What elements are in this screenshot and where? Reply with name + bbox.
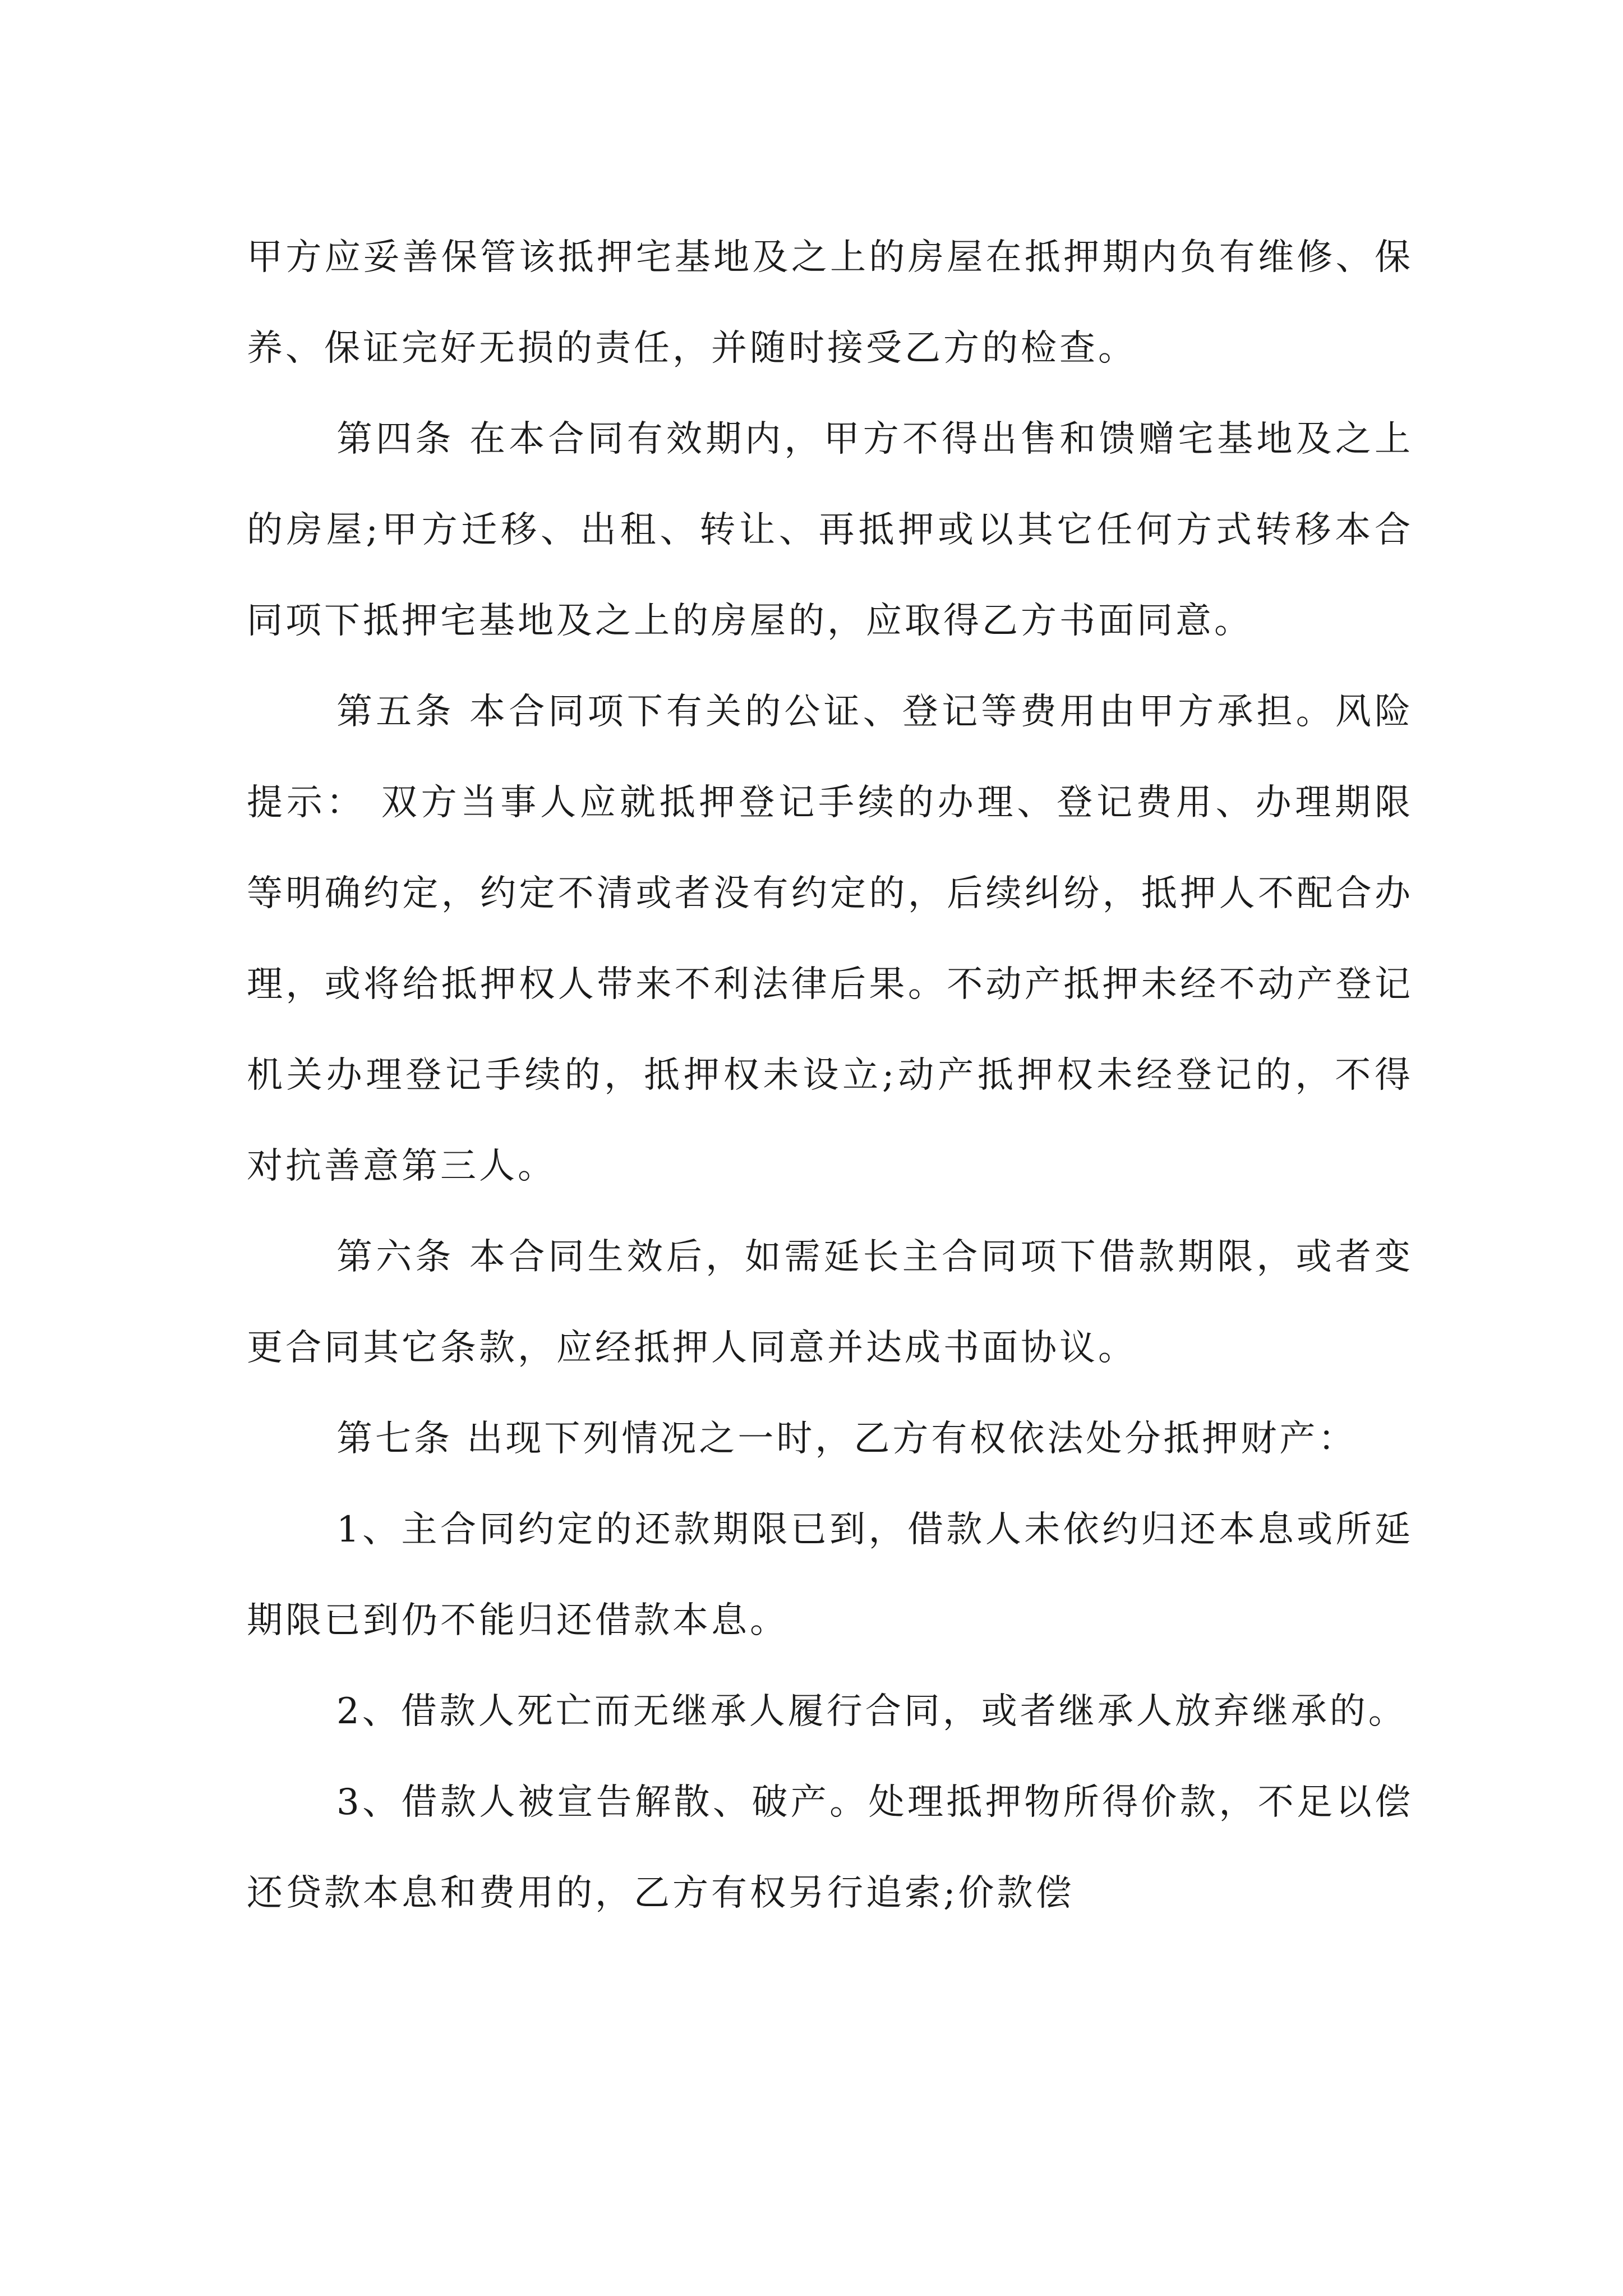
- paragraph-1: 甲方应妥善保管该抵押宅基地及之上的房屋在抵押期内负有维修、保养、保证完好无损的责任，并随时接受乙方的检查。: [247, 237, 1413, 369]
- paragraph-article-5: 第五条 本合同项下有关的公证、登记等费用由甲方承担。风险提示： 双方当事人应就抵押登记手续的办理、登记费用、办理期限等明确约定，约定不清或者没有约定的，后续纠纷，抵押人不配合办理，或将给抵押权人带来不利法律后果。不动产抵押未经不动产登记机关办理登记手续的，抵押权未设立;动产抵押权未经登记的，不得对抗善意第三人。: [247, 691, 1413, 1187]
- list-item-1: 1、主合同约定的还款期限已到，借款人未依约归还本息或所延期限已到仍不能归还借款本息。: [247, 1509, 1413, 1641]
- document-body: [247, 212, 1413, 1939]
- paragraph-article-4: 第四条 在本合同有效期内，甲方不得出售和馈赠宅基地及之上的房屋;甲方迁移、出租、转让、再抵押或以其它任何方式转移本合同项下抵押宅基地及之上的房屋的，应取得乙方书面同意。: [247, 418, 1413, 642]
- list-item-2: 2、借款人死亡而无继承人履行合同，或者继承人放弃继承的。: [336, 1691, 1407, 1732]
- paragraph-article-6: 第六条 本合同生效后，如需延长主合同项下借款期限，或者变更合同其它条款，应经抵押人同意并达成书面协议。: [247, 1236, 1413, 1369]
- list-item-3: 3、借款人被宣告解散、破产。处理抵押物所得价款，不足以偿还贷款本息和费用的，乙方有权另行追索;价款偿: [247, 1782, 1413, 1914]
- paragraph-article-7: 第七条 出现下列情况之一时，乙方有权依法处分抵押财产：: [336, 1418, 1357, 1460]
